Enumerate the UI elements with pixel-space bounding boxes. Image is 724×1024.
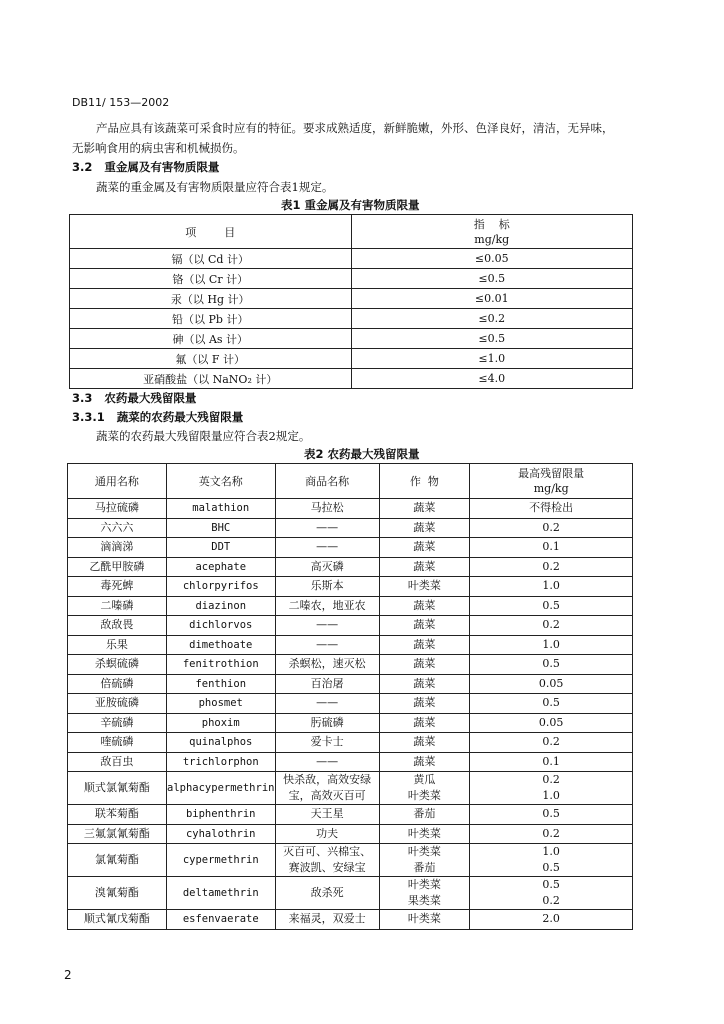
cell-trade-name-line: 快杀敌，高效安绿 — [283, 773, 372, 786]
table-row — [68, 616, 633, 636]
cell-english-name: fenitrothion — [166, 655, 275, 675]
cell-limit-line: 0.5 — [542, 861, 560, 874]
table-heavy-metals — [69, 214, 633, 389]
cell-trade-name — [275, 694, 379, 714]
cell-crop — [379, 910, 470, 930]
cell-common-name: 乙酰甲胺磷 — [68, 557, 167, 577]
cell-limit: ≤1.0 — [351, 349, 633, 369]
document-code: DB11/ 153—2002 — [72, 96, 170, 109]
cell-trade-name-line: 二嗪农，地亚农 — [288, 598, 366, 612]
column-header-trade-name: 商品名称 — [275, 464, 379, 499]
cell-limit — [470, 518, 633, 538]
cell-trade-name — [275, 538, 379, 558]
cell-crop-line: 蔬菜 — [413, 559, 436, 573]
cell-trade-name — [275, 824, 379, 844]
cell-crop — [379, 655, 470, 675]
cell-limit-line: 1.0 — [542, 789, 560, 802]
table-row — [68, 733, 633, 753]
table-row — [68, 577, 633, 597]
cell-common-name: 氯氰菊酯 — [68, 844, 167, 877]
cell-common-name: 喹硫磷 — [68, 733, 167, 753]
table1-caption: 表1 重金属及有害物质限量 — [281, 198, 420, 212]
cell-trade-name — [275, 596, 379, 616]
cell-trade-name-line: 天王星 — [310, 807, 344, 821]
cell-limit — [470, 752, 633, 772]
cell-limit-line: 0.05 — [538, 715, 564, 729]
cell-crop — [379, 772, 470, 805]
column-header-limit: 指 标 mg/kg — [351, 215, 633, 249]
cell-common-name: 六六六 — [68, 518, 167, 538]
cell-trade-name — [275, 805, 379, 825]
cell-limit: ≤0.5 — [351, 269, 633, 289]
cell-english-name: DDT — [166, 538, 275, 558]
cell-common-name: 溴氰菊酯 — [68, 877, 167, 910]
cell-limit-line: 0.1 — [542, 754, 560, 768]
cell-limit — [470, 910, 633, 930]
cell-trade-name-line: —— — [316, 618, 339, 632]
cell-limit-line: 0.2 — [542, 618, 560, 632]
table-row — [68, 557, 633, 577]
cell-limit — [470, 824, 633, 844]
table-row — [70, 269, 633, 289]
cell-crop-line: 果类菜 — [407, 894, 441, 907]
table-row — [68, 694, 633, 714]
table-pesticide-residues — [67, 463, 633, 930]
table2-caption: 表2 农药最大残留限量 — [304, 447, 420, 461]
cell-limit — [470, 713, 633, 733]
table-row — [70, 289, 633, 309]
cell-limit — [470, 499, 633, 519]
cell-crop — [379, 518, 470, 538]
cell-limit-line: 0.2 — [542, 894, 560, 907]
cell-crop — [379, 674, 470, 694]
cell-item: 氟（以 F 计） — [70, 349, 352, 369]
cell-english-name: fenthion — [166, 674, 275, 694]
table-row — [68, 772, 633, 805]
cell-crop — [379, 499, 470, 519]
cell-trade-name-line: 肟硫磷 — [310, 715, 344, 729]
intro-line-1: 产品应具有该蔬菜可采食时应有的特征。要求成熟适度，新鲜脆嫩，外形、色泽良好，清洁，无异味， — [96, 121, 614, 135]
cell-limit-line: 1.0 — [542, 579, 560, 593]
table-row — [68, 844, 633, 877]
section-number: 3.2 — [72, 160, 93, 174]
cell-crop — [379, 596, 470, 616]
cell-limit-line: 1.0 — [542, 845, 560, 858]
section-title: 农药最大残留限量 — [104, 391, 197, 405]
cell-crop — [379, 752, 470, 772]
cell-trade-name — [275, 733, 379, 753]
cell-limit-line: 0.5 — [542, 657, 560, 671]
cell-limit-line: 0.2 — [542, 735, 560, 749]
cell-trade-name-line: 赛波凯、安绿宝 — [288, 861, 366, 874]
cell-crop — [379, 635, 470, 655]
cell-crop-line: 蔬菜 — [413, 501, 436, 515]
cell-item: 铅（以 Pb 计） — [70, 309, 352, 329]
cell-crop-line: 叶类菜 — [407, 845, 441, 858]
cell-limit — [470, 655, 633, 675]
cell-limit: ≤4.0 — [351, 369, 633, 389]
table-header-row — [70, 215, 633, 249]
intro-line-2: 无影响食用的病虫害和机械损伤。 — [72, 141, 245, 155]
cell-trade-name-line: —— — [316, 696, 339, 710]
cell-common-name: 三氟氯氰菊酯 — [68, 824, 167, 844]
cell-common-name: 联苯菊酯 — [68, 805, 167, 825]
cell-limit-line: 0.5 — [542, 878, 560, 891]
cell-limit-line: 2.0 — [542, 912, 560, 926]
cell-limit — [470, 877, 633, 910]
cell-trade-name — [275, 772, 379, 805]
cell-trade-name — [275, 713, 379, 733]
cell-english-name: acephate — [166, 557, 275, 577]
table-header-row — [68, 464, 633, 499]
cell-crop-line: 蔬菜 — [413, 735, 436, 749]
cell-item: 铬（以 Cr 计） — [70, 269, 352, 289]
cell-limit — [470, 635, 633, 655]
cell-common-name: 亚胺硫磷 — [68, 694, 167, 714]
cell-limit — [470, 844, 633, 877]
cell-crop-line: 蔬菜 — [413, 715, 436, 729]
table-row — [70, 369, 633, 389]
cell-crop-line: 蔬菜 — [413, 637, 436, 651]
cell-limit — [470, 557, 633, 577]
cell-limit: ≤0.5 — [351, 329, 633, 349]
cell-english-name: cyhalothrin — [166, 824, 275, 844]
cell-crop — [379, 805, 470, 825]
cell-crop-line: 番茄 — [413, 861, 436, 874]
cell-crop-line: 蔬菜 — [413, 598, 436, 612]
cell-trade-name — [275, 844, 379, 877]
cell-crop-line: 叶类菜 — [407, 826, 441, 840]
column-header-common-name: 通用名称 — [68, 464, 167, 499]
section-3-2-heading — [72, 159, 219, 175]
cell-limit — [470, 616, 633, 636]
page-number: 2 — [64, 968, 72, 982]
cell-limit-line: 0.05 — [538, 676, 564, 690]
cell-crop-line: 蔬菜 — [413, 520, 436, 534]
cell-limit — [470, 733, 633, 753]
cell-limit-line: 0.2 — [542, 773, 560, 786]
cell-trade-name — [275, 518, 379, 538]
table-row — [70, 329, 633, 349]
table-row — [68, 518, 633, 538]
cell-english-name: trichlorphon — [166, 752, 275, 772]
column-header-item: 项 目 — [70, 215, 352, 249]
cell-common-name: 马拉硫磷 — [68, 499, 167, 519]
cell-trade-name-line: —— — [316, 540, 339, 554]
table-row — [68, 596, 633, 616]
cell-crop-line: 叶类菜 — [407, 579, 441, 593]
cell-limit: ≤0.2 — [351, 309, 633, 329]
cell-limit-line: 1.0 — [542, 637, 560, 651]
cell-common-name: 顺式氯氰菊酯 — [68, 772, 167, 805]
cell-trade-name — [275, 577, 379, 597]
cell-trade-name-line: 马拉松 — [310, 501, 344, 515]
cell-limit-line: 0.2 — [542, 826, 560, 840]
cell-english-name: alphacypermethrin — [166, 772, 275, 805]
column-header-max-limit: 最高残留限量 mg/kg — [470, 464, 633, 499]
cell-common-name: 倍硫磷 — [68, 674, 167, 694]
cell-crop — [379, 713, 470, 733]
cell-crop-line: 番茄 — [413, 807, 436, 821]
cell-item: 镉（以 Cd 计） — [70, 249, 352, 269]
table-row — [68, 910, 633, 930]
cell-common-name: 辛硫磷 — [68, 713, 167, 733]
cell-trade-name — [275, 674, 379, 694]
cell-common-name: 杀螟硫磷 — [68, 655, 167, 675]
cell-english-name: cypermethrin — [166, 844, 275, 877]
table-row — [68, 499, 633, 519]
cell-english-name: esfenvaerate — [166, 910, 275, 930]
cell-crop — [379, 824, 470, 844]
cell-trade-name-line: 宝，高效灭百可 — [288, 789, 366, 802]
cell-trade-name — [275, 499, 379, 519]
cell-crop-line: 蔬菜 — [413, 657, 436, 671]
cell-limit — [470, 674, 633, 694]
cell-limit-line: 0.5 — [542, 807, 560, 821]
cell-english-name: quinalphos — [166, 733, 275, 753]
cell-trade-name-line: —— — [316, 520, 339, 534]
section-3-2-text: 蔬菜的重金属及有害物质限量应符合表1规定。 — [96, 180, 334, 194]
column-header-english-name: 英文名称 — [166, 464, 275, 499]
cell-trade-name — [275, 635, 379, 655]
cell-common-name: 二嗪磷 — [68, 596, 167, 616]
cell-trade-name-line: —— — [316, 637, 339, 651]
cell-limit — [470, 577, 633, 597]
cell-crop — [379, 616, 470, 636]
cell-limit-line: 不得检出 — [529, 501, 574, 515]
cell-common-name: 乐果 — [68, 635, 167, 655]
section-3-3-1-heading — [72, 409, 243, 425]
cell-limit — [470, 694, 633, 714]
table-row — [68, 674, 633, 694]
cell-item: 亚硝酸盐（以 NaNO₂ 计） — [70, 369, 352, 389]
table-row — [68, 752, 633, 772]
cell-english-name: dichlorvos — [166, 616, 275, 636]
cell-crop-line: 蔬菜 — [413, 754, 436, 768]
cell-limit-line: 0.5 — [542, 598, 560, 612]
cell-limit — [470, 772, 633, 805]
cell-limit: ≤0.01 — [351, 289, 633, 309]
cell-trade-name-line: 高灭磷 — [310, 559, 344, 573]
table-row — [70, 249, 633, 269]
cell-trade-name — [275, 655, 379, 675]
cell-english-name: phosmet — [166, 694, 275, 714]
column-header-crop: 作 物 — [379, 464, 470, 499]
cell-crop-line: 叶类菜 — [407, 912, 441, 926]
cell-crop-line: 蔬菜 — [413, 540, 436, 554]
cell-english-name: BHC — [166, 518, 275, 538]
cell-crop — [379, 577, 470, 597]
cell-english-name: phoxim — [166, 713, 275, 733]
cell-common-name: 毒死蜱 — [68, 577, 167, 597]
cell-common-name: 滴滴涕 — [68, 538, 167, 558]
section-3-3-1-text: 蔬菜的农药最大残留限量应符合表2规定。 — [96, 429, 311, 443]
table-row — [68, 824, 633, 844]
cell-crop — [379, 557, 470, 577]
section-title: 重金属及有害物质限量 — [104, 160, 220, 174]
table-row — [68, 635, 633, 655]
cell-limit-line: 0.2 — [542, 520, 560, 534]
cell-trade-name-line: 灭百可、兴棉宝、 — [283, 845, 372, 858]
cell-crop-line: 蔬菜 — [413, 676, 436, 690]
section-title: 蔬菜的农药最大残留限量 — [116, 410, 244, 424]
cell-trade-name-line: 百治屠 — [310, 676, 344, 690]
cell-trade-name-line: 功夫 — [316, 826, 339, 840]
cell-limit: ≤0.05 — [351, 249, 633, 269]
section-number: 3.3 — [72, 391, 93, 405]
cell-crop — [379, 694, 470, 714]
cell-english-name: diazinon — [166, 596, 275, 616]
cell-limit-line: 0.5 — [542, 696, 560, 710]
section-3-3-heading — [72, 390, 196, 406]
cell-crop-line: 蔬菜 — [413, 696, 436, 710]
cell-english-name: deltamethrin — [166, 877, 275, 910]
cell-common-name: 敌敌畏 — [68, 616, 167, 636]
cell-english-name: biphenthrin — [166, 805, 275, 825]
table-row — [68, 655, 633, 675]
cell-trade-name-line: 爱卡士 — [310, 735, 344, 749]
cell-trade-name-line: 敌杀死 — [310, 886, 344, 899]
table-row — [70, 309, 633, 329]
cell-english-name: chlorpyrifos — [166, 577, 275, 597]
section-number: 3.3.1 — [72, 410, 105, 424]
cell-common-name: 顺式氰戊菊酯 — [68, 910, 167, 930]
table-row — [68, 805, 633, 825]
cell-trade-name-line: —— — [316, 754, 339, 768]
cell-item: 砷（以 As 计） — [70, 329, 352, 349]
cell-crop — [379, 877, 470, 910]
cell-trade-name-line: 乐斯本 — [310, 579, 344, 593]
cell-trade-name — [275, 616, 379, 636]
cell-crop-line: 蔬菜 — [413, 618, 436, 632]
cell-trade-name — [275, 557, 379, 577]
cell-crop — [379, 844, 470, 877]
cell-trade-name — [275, 877, 379, 910]
cell-crop — [379, 538, 470, 558]
cell-limit — [470, 596, 633, 616]
table-row — [68, 713, 633, 733]
cell-limit-line: 0.2 — [542, 559, 560, 573]
cell-crop-line: 叶类菜 — [407, 878, 441, 891]
cell-english-name: dimethoate — [166, 635, 275, 655]
table-row — [68, 538, 633, 558]
cell-common-name: 敌百虫 — [68, 752, 167, 772]
cell-crop-line: 叶类菜 — [407, 789, 441, 802]
cell-english-name: malathion — [166, 499, 275, 519]
cell-item: 汞（以 Hg 计） — [70, 289, 352, 309]
cell-crop-line: 黄瓜 — [413, 773, 436, 786]
table-row — [68, 877, 633, 910]
cell-limit — [470, 805, 633, 825]
cell-trade-name-line: 来福灵，双爱士 — [288, 912, 366, 926]
cell-limit-line: 0.1 — [542, 540, 560, 554]
cell-crop — [379, 733, 470, 753]
cell-trade-name-line: 杀螟松，速灭松 — [288, 657, 366, 671]
cell-trade-name — [275, 910, 379, 930]
cell-limit — [470, 538, 633, 558]
cell-trade-name — [275, 752, 379, 772]
table-row — [70, 349, 633, 369]
